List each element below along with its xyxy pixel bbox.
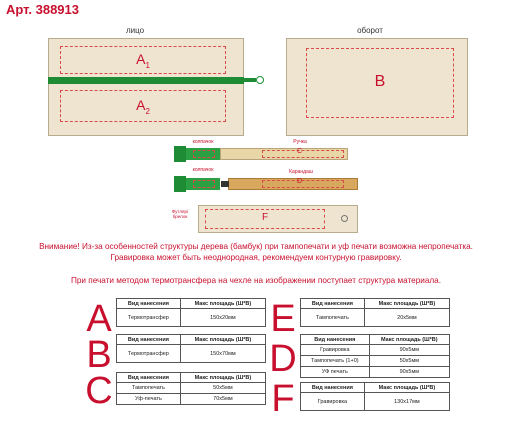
zone-b-area <box>306 48 454 118</box>
table-e-letter: E <box>270 298 296 340</box>
pen-label: Ручка <box>293 139 307 145</box>
notice-line-1: Внимание! Из-за особенностей структуры дерева (бамбук) при тампопечати и уф печати возможна непропечатка. <box>39 242 473 251</box>
zone-f-label: F <box>261 212 269 223</box>
table-b-letter: B <box>86 334 112 376</box>
zipper-ring-icon <box>256 76 264 84</box>
article-number: Арт. 388913 <box>6 2 79 17</box>
table-row: Тампопечать 50x5мм <box>117 383 266 394</box>
zone-c-label: C <box>297 148 303 155</box>
zone-a2-label: $A_2$ <box>136 97 150 116</box>
table-a-letter: A <box>86 298 112 340</box>
pencil-cap-clip <box>174 176 186 192</box>
table-row: Гравировка 130x17мм <box>301 393 450 411</box>
pen-cap-clip <box>174 146 186 162</box>
table-f-letter: F <box>271 378 295 420</box>
face-label: лицо <box>125 26 145 35</box>
fob-label: Футляр/брелок <box>171 209 189 219</box>
table-d-letter: D <box>269 338 297 380</box>
table-row: Уф-печать 70x5мм <box>117 394 266 405</box>
zone-e-pencil-area <box>193 180 215 188</box>
zone-a1-area <box>60 46 226 74</box>
zone-b-label: B <box>374 73 386 90</box>
table-a <box>116 298 266 327</box>
table-row: Тампопечать 20x5мм <box>301 309 450 327</box>
table-b: Вид нанесения Макс площадь (Ш*В) Термотрансфер 150x70мм <box>116 334 266 363</box>
notice-line-2: Гравировка может быть неоднородная, рекомендуем контурную гравировку. <box>110 253 402 262</box>
table-e: Вид нанесения Макс площадь (Ш*В) Тампопечать 20x5мм <box>300 298 450 327</box>
notice-line-3: При печати методом термотрансфера на чехле на изображении поступает структура материала. <box>70 276 442 285</box>
zone-f-area <box>205 209 325 229</box>
table-row: Термотрансфер 150x20мм <box>117 309 266 327</box>
table-a-header-area: Макс площадь (Ш*В) <box>180 299 265 309</box>
table-row: Тампопечать (1+0) 50x5мм <box>301 356 450 367</box>
table-c: Вид нанесения Макс площадь (Ш*В) Тампопечать 50x5мм Уф-печать 70x5мм <box>116 372 266 405</box>
table-d: Вид нанесения Макс площадь (Ш*В) Гравировка 90x5мм Тампопечать (1+0) 50x5мм УФ печать 90x5мм <box>300 334 450 378</box>
back-label: оборот <box>357 26 383 35</box>
zone-d-label: D <box>297 178 303 185</box>
zone-e-pen-area <box>193 150 215 158</box>
zone-c-area <box>262 150 344 158</box>
zone-a2-area <box>60 90 226 122</box>
zone-d-area <box>262 180 344 188</box>
table-row: УФ печать 90x5мм <box>301 367 450 378</box>
zipper-strip <box>48 77 244 84</box>
table-c-letter: C <box>85 370 113 412</box>
zipper-pull <box>244 78 256 82</box>
zone-a1-label: $A_1$ <box>136 51 150 70</box>
cap-label: колпачок <box>192 139 214 145</box>
pencil-label: Карандаш <box>289 169 313 175</box>
table-a-header-method: Вид нанесения <box>117 299 181 309</box>
table-f: Вид нанесения Макс площадь (Ш*В) Гравировка 130x17мм <box>300 382 450 411</box>
table-row: Гравировка 90x5мм <box>301 345 450 356</box>
table-row: Термотрансфер 150x70мм <box>117 345 266 363</box>
cap2-label: колпачок <box>192 167 214 173</box>
fob-hole-icon <box>341 215 348 222</box>
pencil-tip <box>221 181 229 187</box>
